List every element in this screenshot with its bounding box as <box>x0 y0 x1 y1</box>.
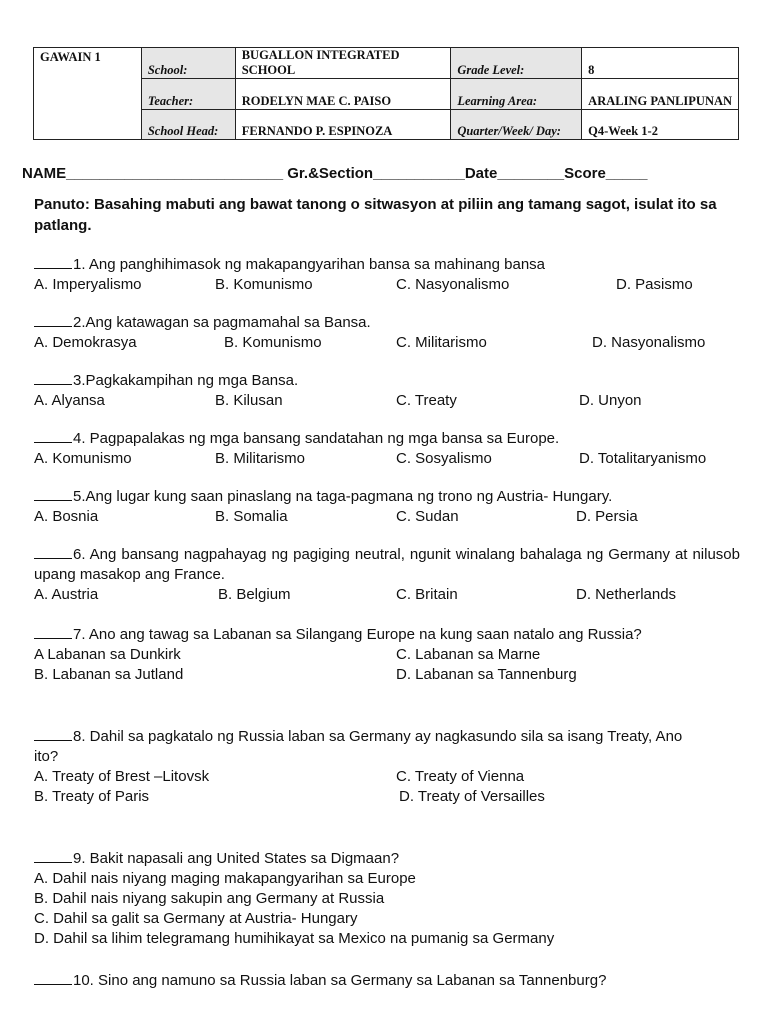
option-a: A. Imperyalismo <box>34 276 142 293</box>
instructions: Panuto: Basahing mabuti ang bawat tanong o sitwasyon at piliin ang tamang sagot, isulat ito sa patlang. <box>34 196 717 234</box>
answer-blank <box>34 848 72 863</box>
answer-blank <box>34 254 72 269</box>
grade-level-label: Grade Level: <box>451 48 582 79</box>
quarter-week-day-label: Quarter/Week/ Day: <box>451 110 582 140</box>
answer-blank <box>34 544 72 559</box>
question-2 <box>34 312 740 353</box>
learning-area-label: Learning Area: <box>451 79 582 110</box>
option-b: B. Dahil nais niyang sakupin ang Germany at Russia <box>34 890 385 907</box>
answer-blank <box>34 486 72 501</box>
option-d: D. Nasyonalismo <box>592 334 706 351</box>
option-d: D. Persia <box>576 508 638 525</box>
question-text: 4. Pagpapalakas ng mga bansang sandatahan ng mga bansa sa Europe. <box>73 430 560 447</box>
option-c: C. Britain <box>396 586 458 603</box>
option-d: D. Dahil sa lihim telegramang humihikayat sa Mexico na pumanig sa Germany <box>34 930 555 947</box>
gawain-label: GAWAIN 1 <box>34 48 142 140</box>
answer-blank <box>34 624 72 639</box>
question-text: 9. Bakit napasali ang United States sa Digmaan? <box>73 850 400 867</box>
student-info-line: NAME__________________________ Gr.&Section___________Date________Score_____ <box>22 165 648 182</box>
question-7 <box>34 624 740 685</box>
option-b: B. Somalia <box>215 508 288 525</box>
teacher-label: Teacher: <box>141 79 235 110</box>
option-c: C. Treaty of Vienna <box>396 768 525 785</box>
question-3 <box>34 370 740 411</box>
option-d: D. Labanan sa Tannenburg <box>396 666 577 683</box>
header-table <box>33 47 739 140</box>
answer-blank <box>34 970 72 985</box>
option-b: B. Militarismo <box>215 450 306 467</box>
question-5 <box>34 486 740 527</box>
answer-blank <box>34 370 72 385</box>
quarter-week-day-value: Q4-Week 1-2 <box>582 110 739 140</box>
option-c: C. Sudan <box>396 508 459 525</box>
question-text: 6. Ang bansang nagpahayag ng pagiging neutral, ngunit winalang bahalaga ng Germany at nilusob upang masakop ang France. <box>34 546 740 583</box>
question-6 <box>34 544 740 605</box>
question-text-continued: ito? <box>34 748 59 765</box>
question-8 <box>34 726 740 807</box>
option-c: C. Militarismo <box>396 334 487 351</box>
option-a: A. Dahil nais niyang maging makapangyarihan sa Europe <box>34 870 416 887</box>
question-10 <box>34 970 740 991</box>
question-9 <box>34 848 740 949</box>
option-b: B. Belgium <box>218 586 291 603</box>
option-d: D. Treaty of Versailles <box>399 788 545 805</box>
option-a: A. Austria <box>34 586 99 603</box>
option-d: D. Pasismo <box>616 276 693 293</box>
teacher-value: RODELYN MAE C. PAISO <box>235 79 451 110</box>
option-a: A. Demokrasya <box>34 334 137 351</box>
learning-area-value: ARALING PANLIPUNAN <box>582 79 739 110</box>
school-label: School: <box>141 48 235 79</box>
option-a: A. Bosnia <box>34 508 99 525</box>
question-4 <box>34 428 740 469</box>
question-text: 8. Dahil sa pagkatalo ng Russia laban sa Germany ay nagkasundo sila sa isang Treaty, Ano <box>73 728 683 745</box>
option-b: B. Labanan sa Jutland <box>34 666 184 683</box>
question-text: 2.Ang katawagan sa pagmamahal sa Bansa. <box>73 314 371 331</box>
answer-blank <box>34 428 72 443</box>
option-b: B. Treaty of Paris <box>34 788 150 805</box>
option-b: B. Kilusan <box>215 392 283 409</box>
answer-blank <box>34 312 72 327</box>
question-text: 3.Pagkakampihan ng mga Bansa. <box>73 372 299 389</box>
option-b: B. Komunismo <box>215 276 313 293</box>
school-head-value: FERNANDO P. ESPINOZA <box>235 110 451 140</box>
question-text: 10. Sino ang namuno sa Russia laban sa Germany sa Labanan sa Tannenburg? <box>73 972 607 989</box>
question-text: 5.Ang lugar kung saan pinaslang na taga-pagmana ng trono ng Austria- Hungary. <box>73 488 613 505</box>
school-head-label: School Head: <box>141 110 235 140</box>
question-text: 1. Ang panghihimasok ng makapangyarihan bansa sa mahinang bansa <box>73 256 546 273</box>
option-a: A Labanan sa Dunkirk <box>34 646 181 663</box>
answer-blank <box>34 726 72 741</box>
option-c: C. Treaty <box>396 392 457 409</box>
option-c: C. Labanan sa Marne <box>396 646 541 663</box>
option-a: A. Treaty of Brest –Litovsk <box>34 768 210 785</box>
option-b: B. Komunismo <box>224 334 322 351</box>
option-d: D. Unyon <box>579 392 642 409</box>
grade-level-value: 8 <box>582 48 739 79</box>
option-c: C. Nasyonalismo <box>396 276 510 293</box>
option-c: C. Sosyalismo <box>396 450 492 467</box>
question-1 <box>34 254 740 295</box>
option-a: A. Alyansa <box>34 392 105 409</box>
school-value: BUGALLON INTEGRATED SCHOOL <box>235 48 451 79</box>
option-c: C. Dahil sa galit sa Germany at Austria- Hungary <box>34 910 358 927</box>
question-text: 7. Ano ang tawag sa Labanan sa Silangang Europe na kung saan natalo ang Russia? <box>73 626 642 643</box>
option-d: D. Totalitaryanismo <box>579 450 707 467</box>
option-d: D. Netherlands <box>576 586 677 603</box>
option-a: A. Komunismo <box>34 450 132 467</box>
